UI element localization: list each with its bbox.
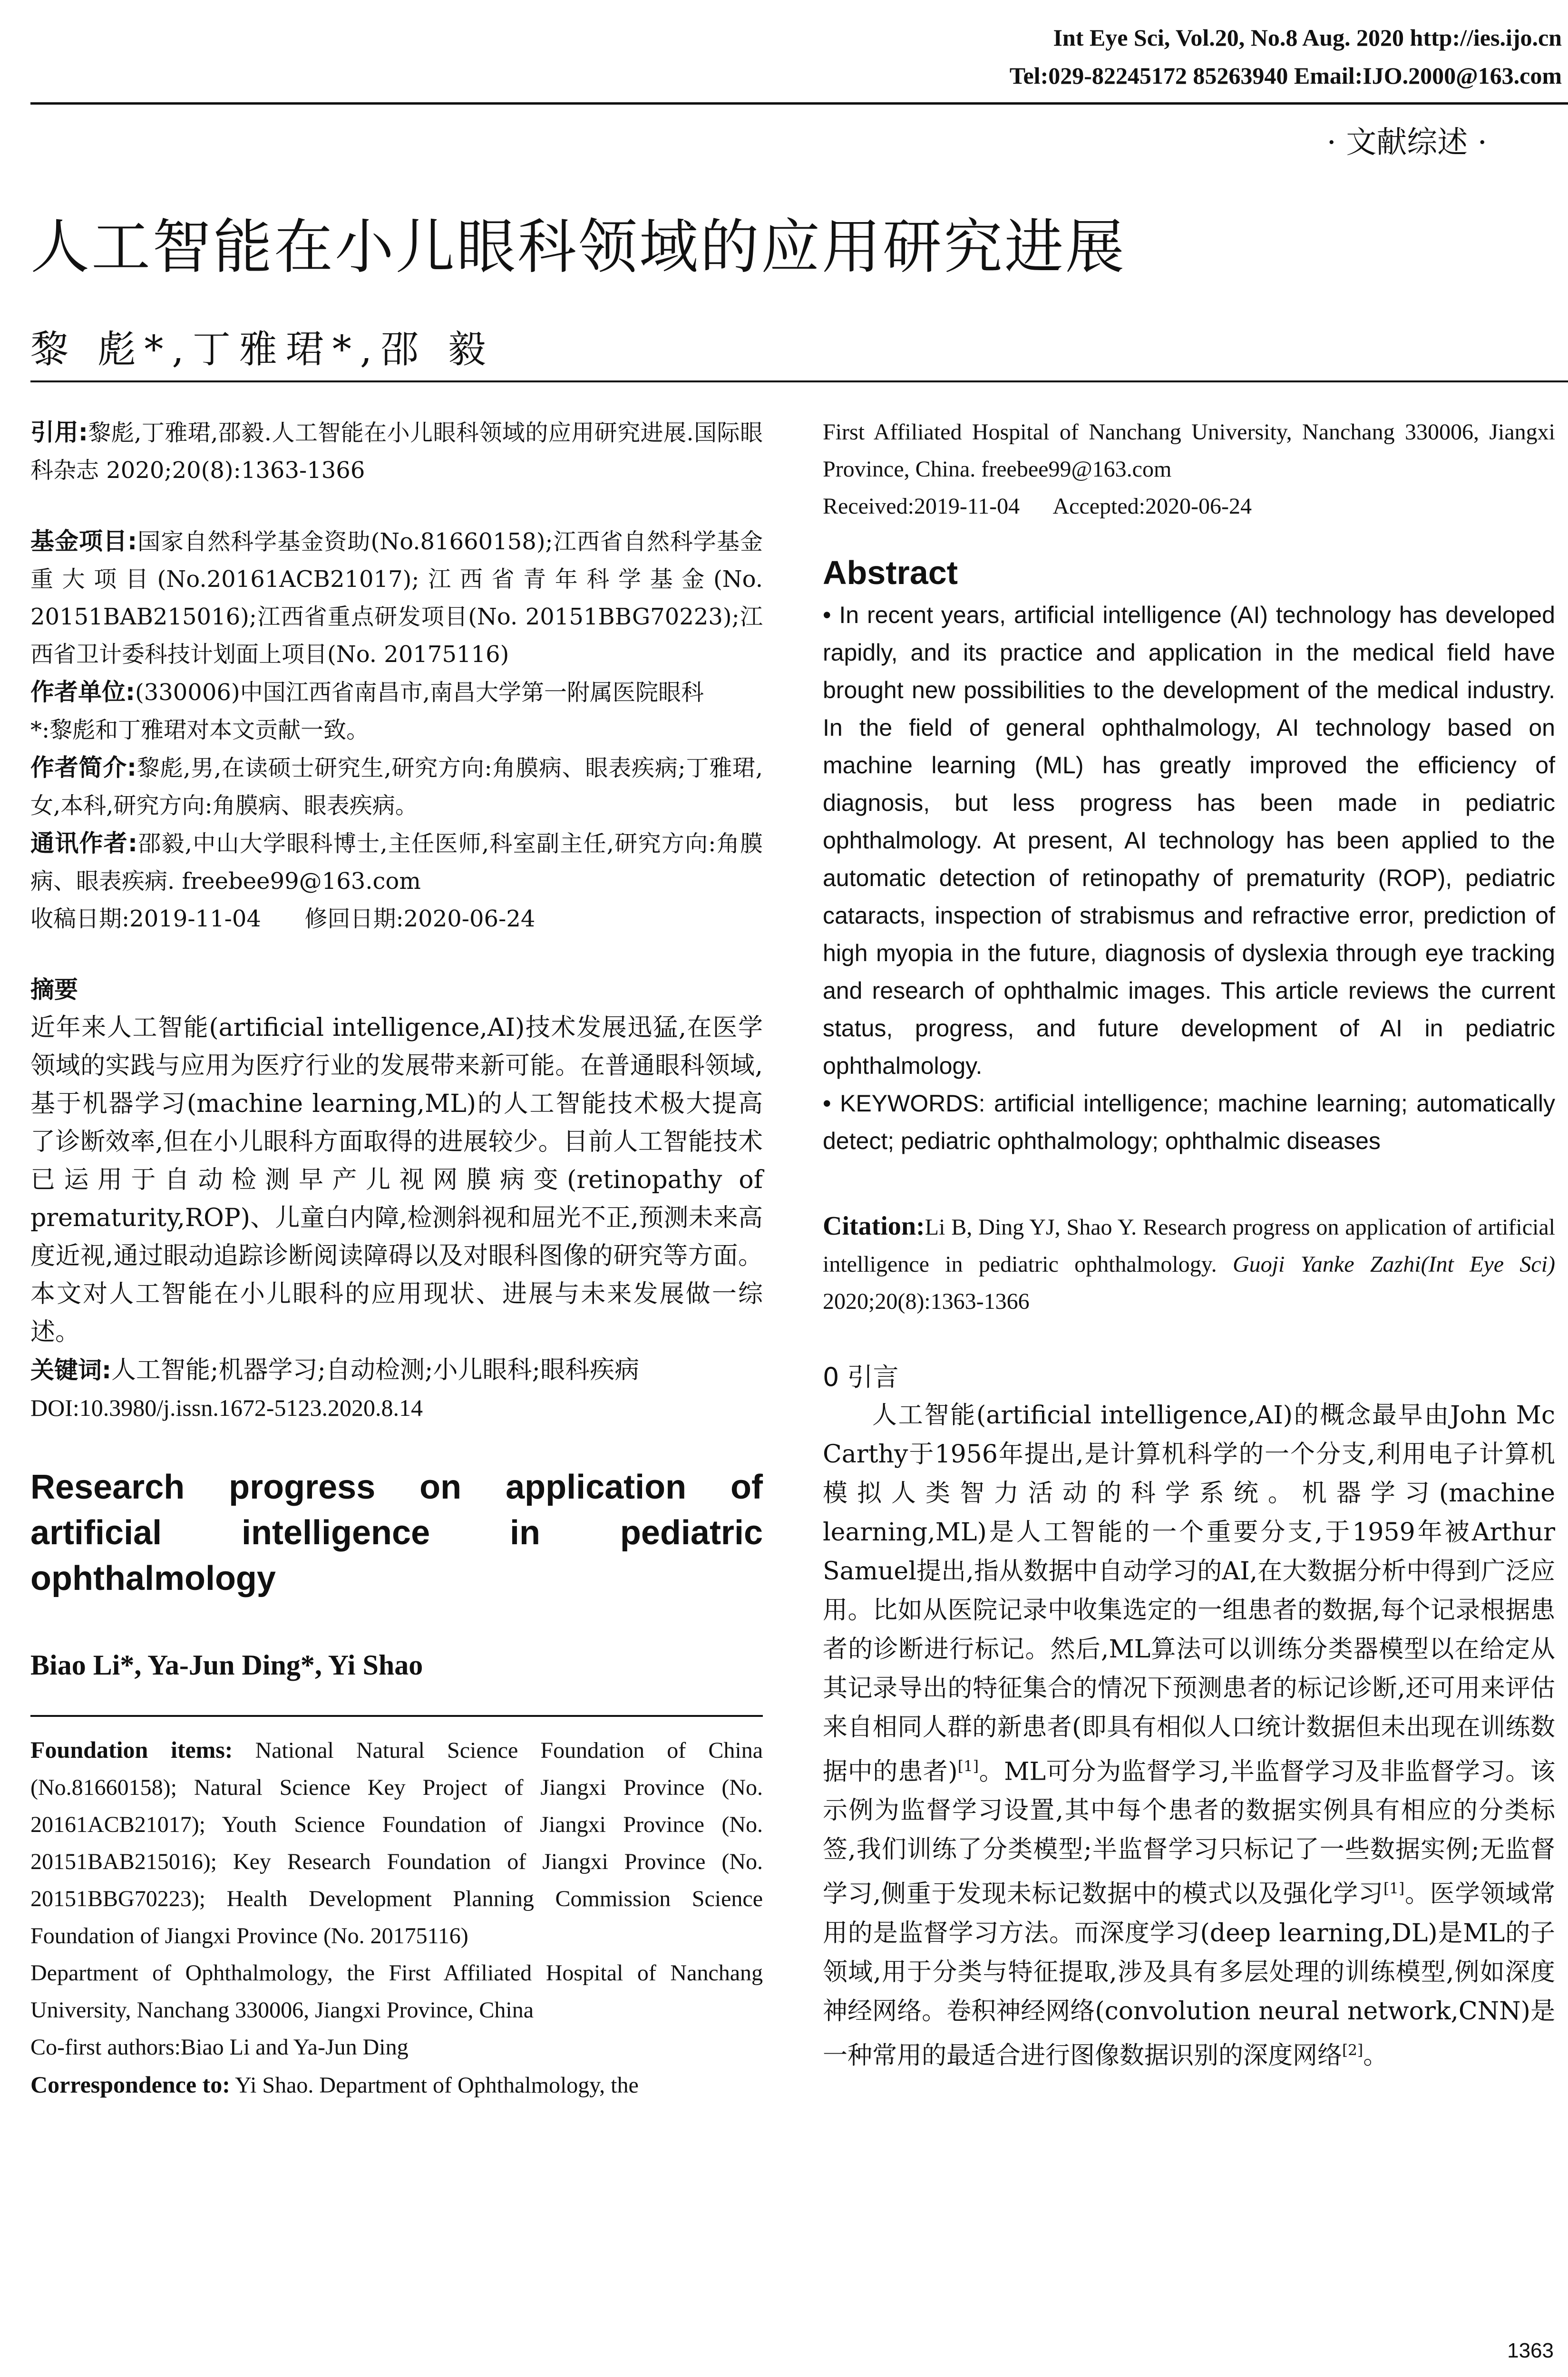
correspondence-en	[30, 2066, 763, 2104]
right-column	[823, 414, 1555, 2075]
abstract-text-cn: 近年来人工智能(artificial intelligence,AI)技术发展迅猛,在医学领域的实践与应用为医疗行业的发展带来新可能。在普通眼科领域,基于机器学习(machine learning,ML)的人工智能技术极大提高了诊断效率,但在小儿眼科方面取得的进展较少。目前人工智能技术已运用于自动检测早产儿视网膜病变(retinopathy of prematurity,ROP)、儿童白内障,检测斜视和屈光不正,预测未来高度近视,通过眼动追踪诊断阅读障碍以及对眼科图像的研究等方面。本文对人工智能在小儿眼科的应用现状、进展与未来发展做一综述。	[30, 1013, 763, 1346]
authors-cn: 黎 彪*,丁雅珺*,邵 毅	[30, 327, 495, 371]
header-rule	[30, 102, 1568, 105]
doi: DOI:10.3980/j.issn.1672-5123.2020.8.14	[30, 1394, 423, 1421]
bio-cn	[30, 749, 763, 825]
keywords-en: • KEYWORDS: artificial intelligence; machine learning; automatically detect; pediatric ophthalmology; ophthalmic diseases	[823, 1090, 1555, 1154]
citation-cn	[30, 414, 763, 489]
keywords-label: 关键词:	[30, 1356, 111, 1384]
title-rule	[30, 380, 1568, 382]
corr-cn	[30, 825, 763, 900]
article-category: · 文献综述 ·	[1326, 125, 1487, 160]
fund-cn	[30, 523, 763, 673]
fund-text: 国家自然科学基金资助(No.81660158);江西省自然科学基金重大项目(No.20161ACB21017);江西省青年科学基金(No. 20151BAB215016);江西省重点研发项目(No. 20151BBG70223);江西省卫计委科技计划面上项目(No. 20175116)	[30, 528, 763, 668]
citation-en-text: Li B, Ding YJ, Shao Y. Research progress on application of artificial intelligence in pediatric ophthalmology.	[823, 1215, 1555, 1277]
journal-header-line2: Tel:029-82245172 85263940 Email:IJO.2000@163.com	[1009, 62, 1562, 89]
abstract-head-en: Abstract	[823, 554, 958, 591]
authors-rule	[30, 1715, 763, 1717]
article-title-en-main: Research progress on application of artificial intelligence in pediatric	[30, 1468, 763, 1552]
fund-label: 基金项目:	[30, 527, 137, 555]
intro-text-3: 。医学领域常用的是监督学习方法。而深度学习(deep learning,DL)是ML的子领域,用于分类与特征提取,涉及具有多层处理的训练模型,例如深度神经网络。卷积神经网络(convolution neural network,CNN)是一种常用的最适合进行图像数据识别的深度网络	[823, 1880, 1555, 2070]
bio-label: 作者简介:	[30, 754, 137, 781]
ref-1: [1]	[957, 1758, 979, 1775]
intro-text-1: 人工智能(artificial intelligence,AI)的概念最早由John Mc Carthy于1956年提出,是计算机科学的一个分支,利用电子计算机模拟人类智力活动的科学系统。机器学习(machine learning,ML)是人工智能的一个重要分支,于1959年被Arthur Samuel提出,指从数据中自动学习的AI,在大数据分析中得到广泛应用。比如从医院记录中收集选定的一组患者的数据,每个记录根据患者的诊断进行标记。然后,ML算法可以训练分类器模型以在给定从其记录导出的特征集合的情况下预测患者的标记诊断,还可用来评估来自相同人群的新患者(即具有相似人口统计数据但未出现在训练数据中的患者)	[823, 1401, 1555, 1786]
citation-label: 引用:	[30, 419, 88, 446]
intro-body	[823, 1396, 1555, 2075]
corr-text: 邵毅,中山大学眼科博士,主任医师,科室副主任,研究方向:角膜病、眼表疾病. freebee99@163.com	[30, 830, 763, 895]
citation-text: 黎彪,丁雅珺,邵毅.人工智能在小儿眼科领域的应用研究进展.国际眼科杂志 2020;20(8):1363-1366	[30, 419, 763, 484]
received-accepted: Received:2019-11-04 Accepted:2020-06-24	[823, 494, 1252, 519]
citation-en	[823, 1208, 1555, 1320]
correspondence-text: Yi Shao. Department of Ophthalmology, the	[235, 2073, 639, 2098]
dates-cn: 收稿日期:2019-11-04 修回日期:2020-06-24	[30, 906, 536, 932]
intro-head: 0 引言	[823, 1362, 899, 1392]
foundation-text: National Natural Science Foundation of China (No.81660158); Natural Science Key Project of Jiangxi Province (No. 20161ACB21017); Youth Science Foundation of Jiangxi Province (No. 20151BAB215016); Key Research Foundation of Jiangxi Province (No. 20151BBG70223); Health Development Planning Commission Science Foundation of Jiangxi Province (No. 20175116)	[30, 1738, 763, 1948]
unit-cn	[30, 673, 763, 711]
foundation-label: Foundation items:	[30, 1736, 233, 1763]
bio-text: 黎彪,男,在读硕士研究生,研究方向:角膜病、眼表疾病;丁雅珺,女,本科,研究方向:角膜病、眼表疾病。	[30, 755, 763, 819]
page-number: 1363	[1507, 2339, 1554, 2362]
keywords-text: 人工智能;机器学习;自动检测;小儿眼科;眼科疾病	[111, 1356, 640, 1384]
citation-en-journal: Guoji Yanke Zazhi(Int Eye Sci)	[1232, 1252, 1556, 1277]
ref-2: [1]	[1383, 1880, 1405, 1898]
abstract-head-cn: 摘要	[30, 976, 78, 1003]
intro-text-4: 。	[1363, 2041, 1388, 2070]
cofirst-authors: Co-first authors:Biao Li and Ya-Jun Ding	[30, 2035, 409, 2060]
affiliation-cont: First Affiliated Hospital of Nanchang University, Nanchang 330006, Jiangxi Province, China. freebee99@163.com	[823, 419, 1555, 482]
article-title-cn: 人工智能在小儿眼科领域的应用研究进展	[30, 213, 1127, 282]
article-title-en	[30, 1464, 763, 1601]
abstract-text-en: • In recent years, artificial intelligence (AI) technology has developed rapidly, and its practice and application in the medical field have brought new possibilities to the development of the medical industry. In the field of general ophthalmology, AI technology based on machine learning (ML) has greatly improved the efficiency of diagnosis, but less progress has been made in pediatric ophthalmology. At present, AI technology has been applied to the automatic detection of retinopathy of prematurity (ROP), pediatric cataracts, inspection of strabismus and refractive error, prediction of high myopia in the future, diagnosis of dyslexia through eye tracking and research of ophthalmic images. This article reviews the current status, progress, and future development of AI in pediatric ophthalmology.	[823, 602, 1555, 1079]
unit-label: 作者单位:	[30, 678, 135, 706]
authors-en: Biao Li*, Ya-Jun Ding*, Yi Shao	[30, 1649, 423, 1681]
unit-text: (330006)中国江西省南昌市,南昌大学第一附属医院眼科	[135, 679, 704, 706]
intro-text-2: 。ML可分为监督学习,半监督学习及非监督学习。该示例为监督学习设置,其中每个患者的数据实例具有相应的分类标签,我们训练了分类模型;半监督学习只标记了一些数据实例;无监督学习,侧重于发现未标记数据中的模式以及强化学习	[823, 1757, 1555, 1909]
article-title-en-last: ophthalmology	[30, 1559, 276, 1598]
ref-3: [2]	[1342, 2041, 1363, 2059]
foundation-en	[30, 1731, 763, 1955]
citation-en-label: Citation:	[823, 1211, 925, 1241]
correspondence-label: Correspondence to:	[30, 2071, 230, 2098]
journal-header-line1: Int Eye Sci, Vol.20, No.8 Aug. 2020 http://ies.ijo.cn	[1053, 24, 1562, 51]
corr-label: 通讯作者:	[30, 829, 138, 857]
left-column	[30, 414, 763, 2104]
department-en: Department of Ophthalmology, the First Affiliated Hospital of Nanchang University, Nanchang 330006, Jiangxi Province, China	[30, 1960, 763, 2023]
keywords-cn	[30, 1351, 763, 1389]
citation-en-tail: 2020;20(8):1363-1366	[823, 1289, 1030, 1314]
equal-contrib-note: *:黎彪和丁雅珺对本文贡献一致。	[30, 717, 370, 743]
